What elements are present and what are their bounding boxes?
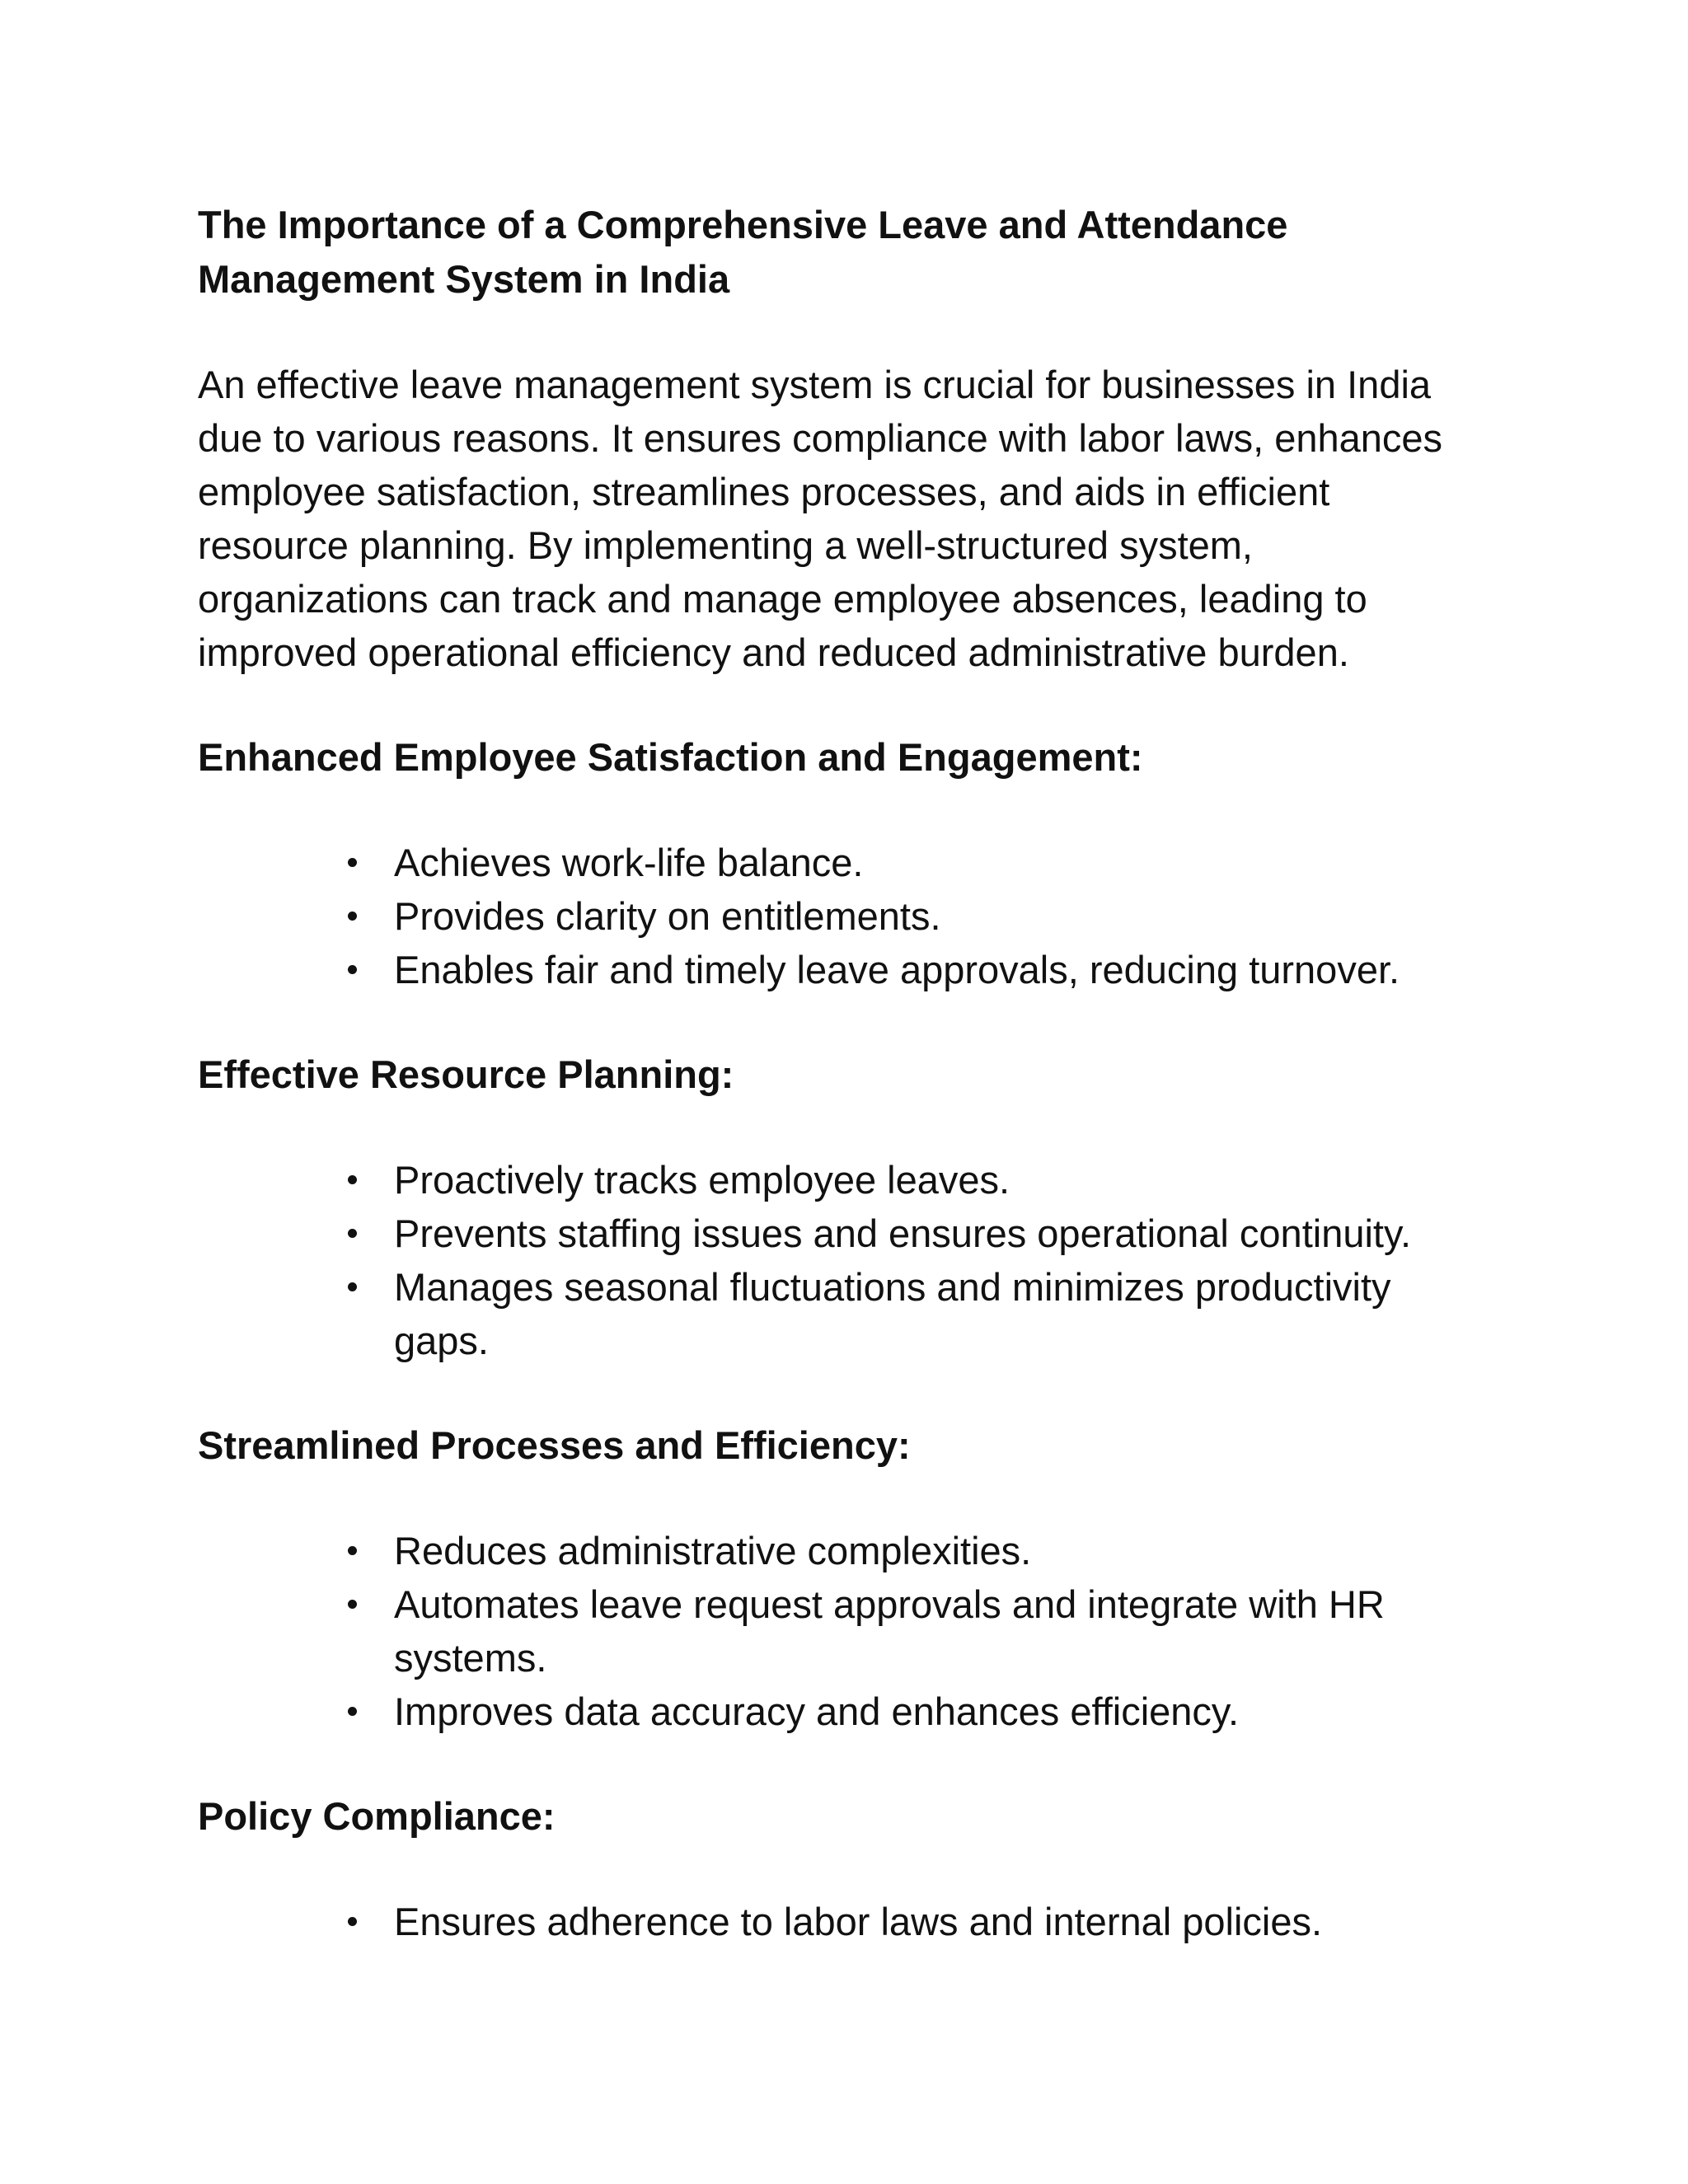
document-title: The Importance of a Comprehensive Leave and Attendance Management System in India xyxy=(198,203,1288,301)
list-item-text: Achieves work-life balance. xyxy=(394,841,864,884)
bullet-icon xyxy=(348,1546,357,1555)
bullet-icon xyxy=(348,1917,357,1926)
list-item xyxy=(394,1207,1484,1260)
list-item-text: Provides clarity on entitlements. xyxy=(394,894,941,938)
bullet-icon xyxy=(348,858,357,867)
list-item xyxy=(394,1153,1484,1207)
list-item-text: Automates leave request approvals and integrate with HR systems. xyxy=(394,1582,1385,1680)
bullet-list xyxy=(198,1524,1484,1738)
bullet-icon xyxy=(348,1229,357,1238)
list-item xyxy=(394,889,1484,943)
document-page xyxy=(198,198,1484,1948)
list-item-text: Prevents staffing issues and ensures operational continuity. xyxy=(394,1212,1412,1255)
bullet-icon xyxy=(348,965,357,974)
section-resource-planning xyxy=(198,1047,1484,1367)
list-item-text: Enables fair and timely leave approvals, reducing turnover. xyxy=(394,948,1400,991)
list-item-text: Manages seasonal fluctuations and minimizes productivity gaps. xyxy=(394,1265,1391,1362)
list-item xyxy=(394,1895,1484,1948)
list-item xyxy=(394,1260,1484,1367)
section-streamlined-processes xyxy=(198,1418,1484,1738)
bullet-icon xyxy=(348,1282,357,1291)
section-heading: Streamlined Processes and Efficiency: xyxy=(198,1423,911,1467)
bullet-list xyxy=(198,1895,1484,1948)
list-item-text: Reduces administrative complexities. xyxy=(394,1529,1032,1572)
section-heading: Effective Resource Planning: xyxy=(198,1052,734,1096)
bullet-list xyxy=(198,836,1484,996)
list-item xyxy=(394,1524,1484,1577)
bullet-icon xyxy=(348,912,357,921)
list-item xyxy=(394,836,1484,889)
bullet-icon xyxy=(348,1600,357,1609)
list-item-text: Improves data accuracy and enhances efficiency. xyxy=(394,1690,1240,1733)
bullet-icon xyxy=(348,1707,357,1716)
section-employee-satisfaction xyxy=(198,730,1484,996)
list-item xyxy=(394,943,1484,996)
section-heading: Policy Compliance: xyxy=(198,1794,556,1838)
bullet-icon xyxy=(348,1175,357,1184)
section-heading: Enhanced Employee Satisfaction and Engagement: xyxy=(198,735,1143,779)
section-policy-compliance xyxy=(198,1789,1484,1948)
intro-paragraph: An effective leave management system is crucial for businesses in India due to various reasons. It ensures compliance with labor laws, enhances employee satisfaction, streamlines processes, and aids in efficient resource planning. By implementing a well-structured system, organizations can track and manage employee absences, leading to improved operational efficiency and reduced administrative burden. xyxy=(198,363,1443,674)
list-item xyxy=(394,1685,1484,1738)
list-item-text: Proactively tracks employee leaves. xyxy=(394,1158,1010,1202)
bullet-list xyxy=(198,1153,1484,1367)
list-item xyxy=(394,1577,1484,1685)
list-item-text: Ensures adherence to labor laws and internal policies. xyxy=(394,1900,1323,1943)
